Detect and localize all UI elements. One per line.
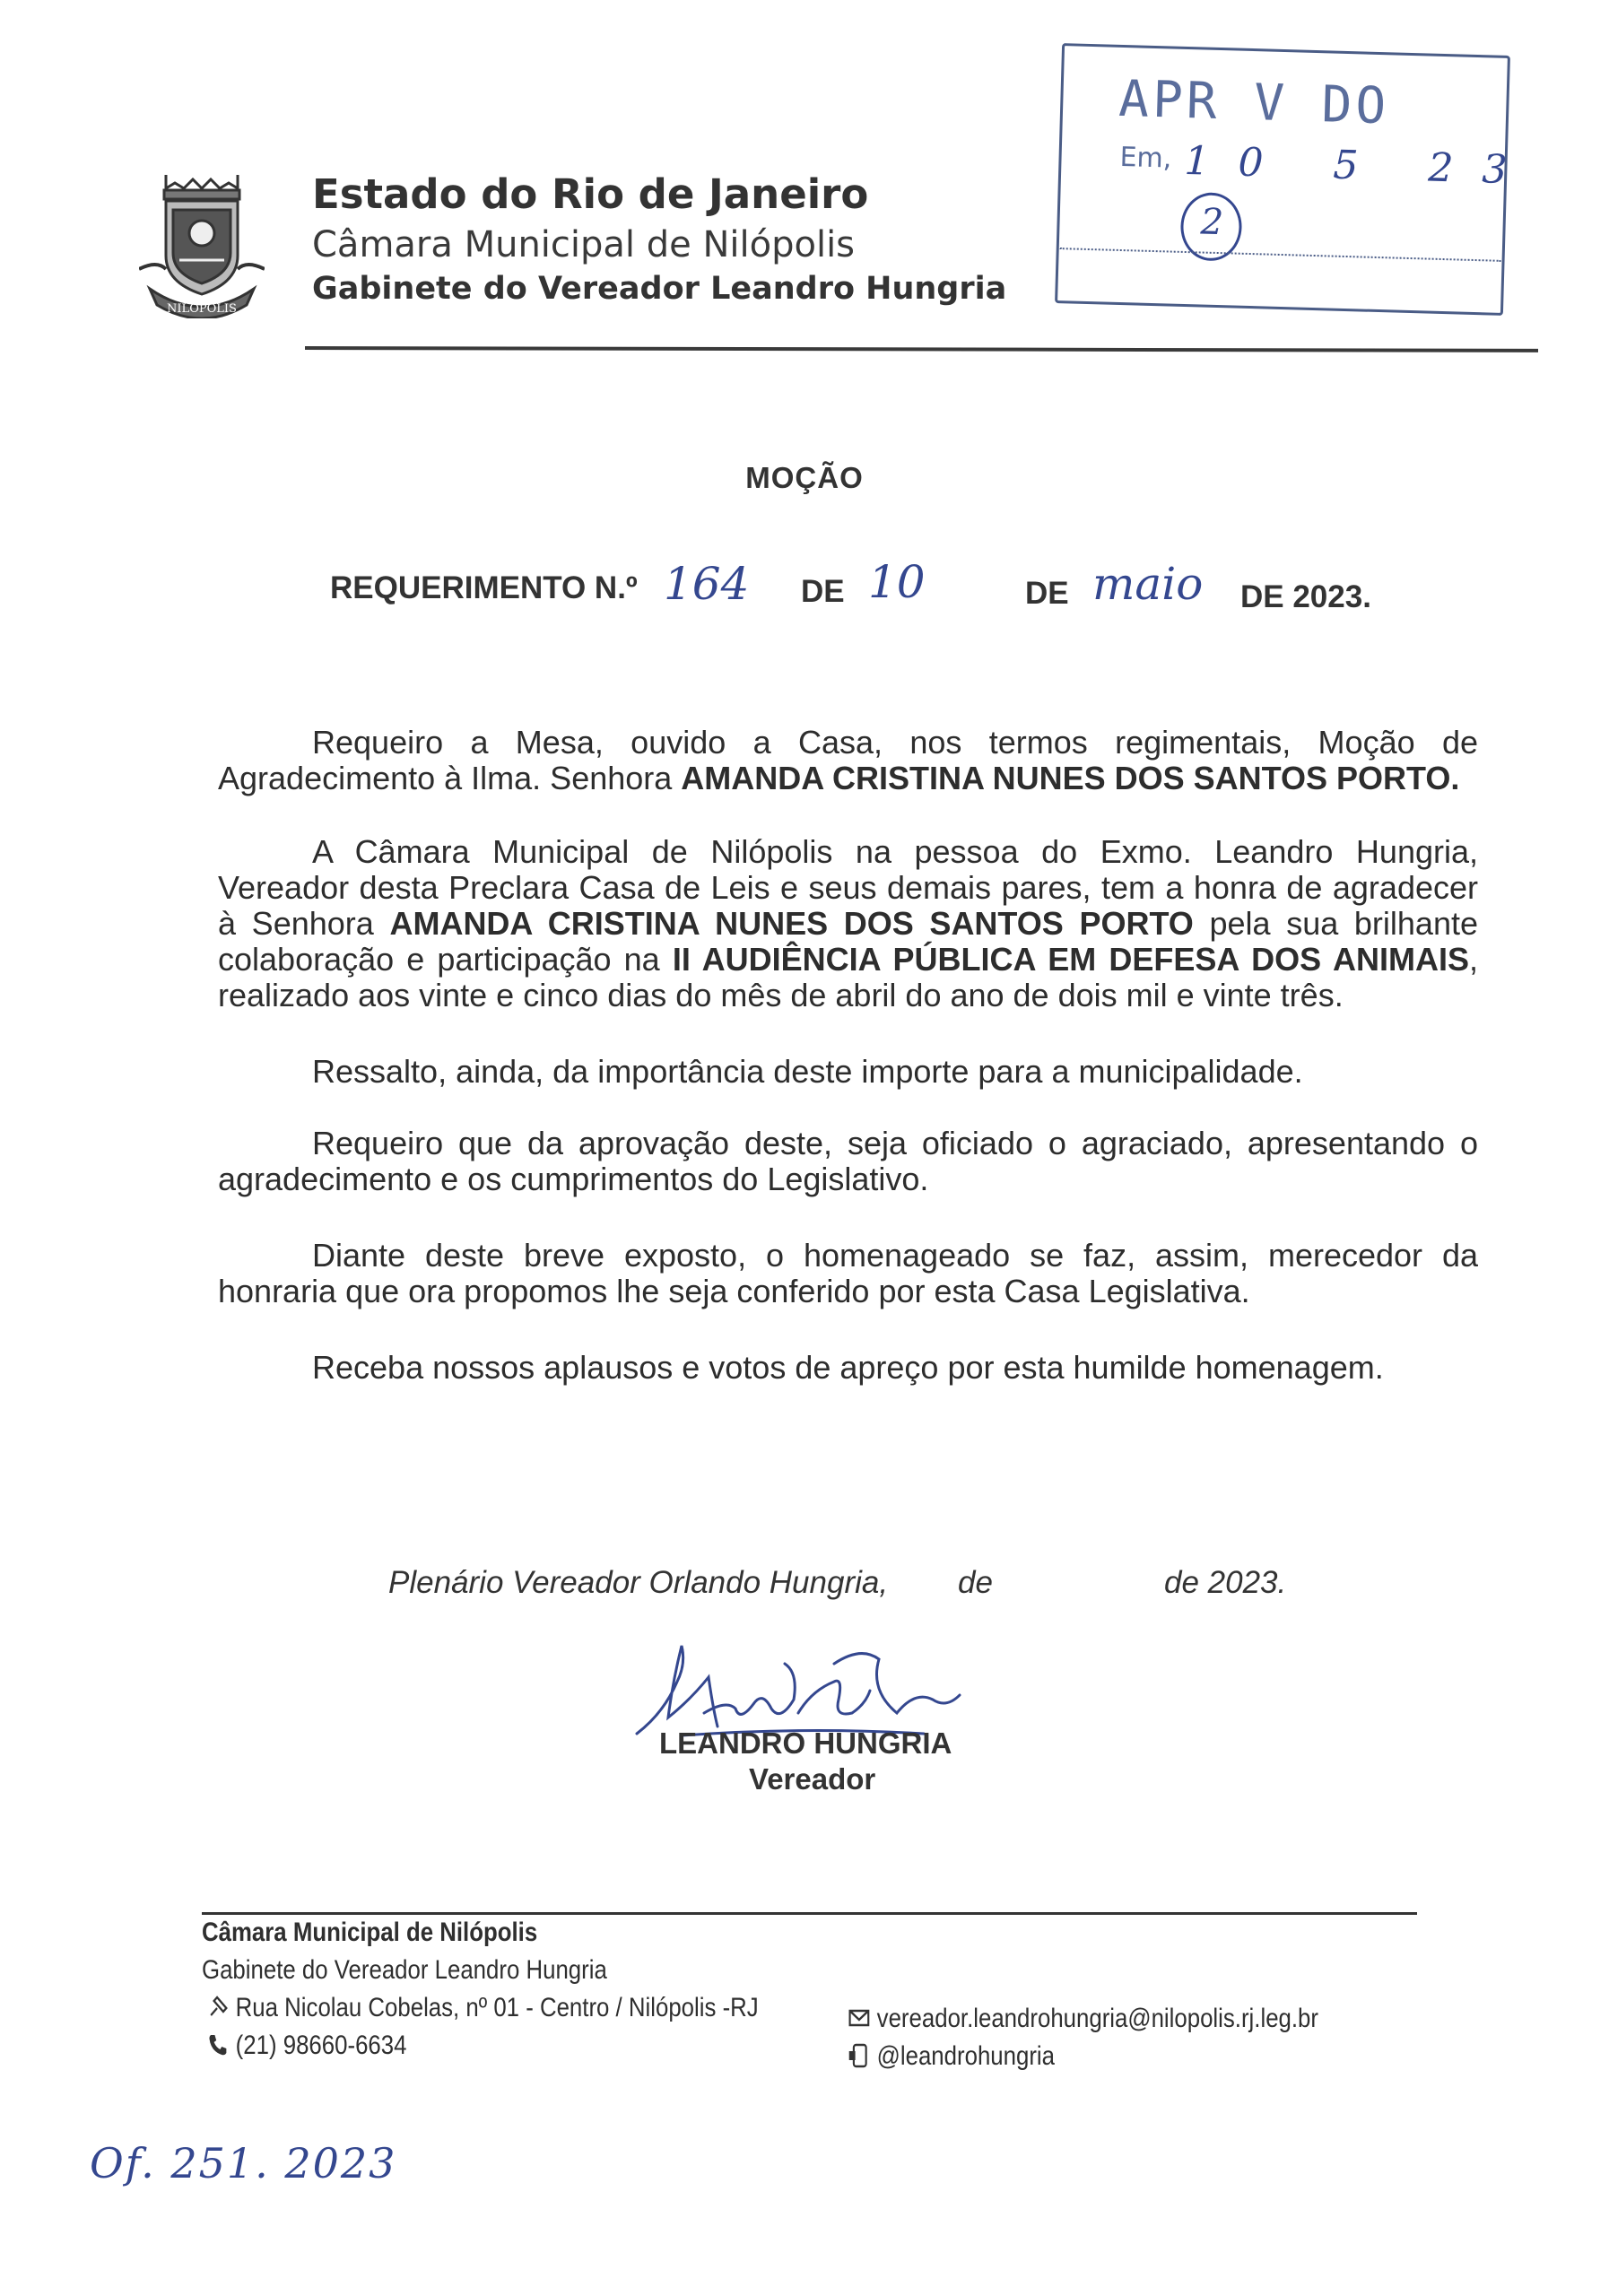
footer-office: Gabinete do Vereador Leandro Hungria [202,1955,607,1985]
map-pin-icon [206,1994,230,2021]
request-line [0,556,1609,619]
paragraph-6 [218,1350,1478,1386]
p1-text: Requeiro a Mesa, ouvido a Casa, nos termos regimentais, Moção de Agradecimento à Ilma. Senhora [218,724,1478,796]
signer-role: Vereador [749,1762,876,1796]
header-office: Gabinete do Vereador Leandro Hungria [312,271,1007,307]
paragraph-2 [218,834,1478,1013]
p2-event: II AUDIÊNCIA PÚBLICA EM DEFESA DOS ANIMAIS [672,941,1469,978]
signer-name: LEANDRO HUNGRIA [659,1726,952,1760]
email-icon [848,2005,871,2031]
p5-text: Diante deste breve exposto, o homenageado se faz, assim, merecedor da honraria que ora propomos lhe seja conferido por esta Casa Legislativa. [218,1237,1478,1309]
request-year: DE 2023. [1240,579,1371,614]
phone-icon [206,2031,230,2058]
footer-phone: (21) 98660-6634 [235,2031,407,2060]
header-state: Estado do Rio de Janeiro [312,170,869,218]
footer-phone-row [206,2031,406,2061]
request-number: 164 [664,558,750,610]
p4-text: Requeiro que da aprovação deste, seja oficiado o agraciado, apresentando o agradecimento e os cumprimentos do Legislativo. [218,1125,1478,1197]
request-de-2: DE [1025,576,1069,611]
paragraph-1 [218,725,1478,796]
approval-stamp [1055,43,1537,316]
footer-address: Rua Nicolau Cobelas, nº 01 - Centro / Nilópolis -RJ [235,1993,759,2022]
request-label: REQUERIMENTO N.º [330,570,638,605]
paragraph-3 [218,1054,1478,1090]
footer-divider [202,1912,1417,1915]
svg-text:NILÓPOLIS: NILÓPOLIS [167,302,237,316]
closing-line [388,1565,1303,1610]
document-title: MOÇÃO [745,461,864,494]
closing-de: de [958,1565,993,1600]
municipal-crest-logo [139,170,265,318]
footer-address-row [206,1993,759,2023]
p2-text-b: pela sua brilhante colaboração e participação na [218,905,1478,978]
stamp-handwritten-date: 10 5 23 [1183,137,1537,194]
social-media-icon [848,2042,871,2069]
p1-honoree: AMANDA CRISTINA NUNES DOS SANTOS PORTO. [681,760,1460,796]
paragraph-4 [218,1126,1478,1197]
stamp-title: APR V DO [1118,69,1390,136]
closing-year: de 2023. [1164,1565,1287,1600]
footer-email: vereador.leandrohungria@nilopolis.rj.leg.br [876,2004,1319,2033]
p2-text-a: A Câmara Municipal de Nilópolis na pessoa do Exmo. Leandro Hungria, Vereador desta Preclara Casa de Leis e seus demais pares, tem a honra de agradecer à Senhora [218,833,1478,942]
paragraph-5 [218,1238,1478,1309]
stamp-handwritten-number: 2 [1199,201,1224,244]
request-month: maio [1092,558,1204,610]
header-divider [305,346,1538,352]
stamp-em-label: Em, [1119,141,1172,175]
header-chamber: Câmara Municipal de Nilópolis [312,224,856,265]
request-de-1: DE [801,574,845,609]
request-day: 10 [868,556,926,608]
footer-email-row [848,2004,1318,2034]
footer-social: @leandrohungria [876,2041,1056,2071]
handwritten-office-reference: Of. 251. 2023 [90,2139,397,2187]
p2-honoree: AMANDA CRISTINA NUNES DOS SANTOS PORTO [389,905,1194,942]
closing-place: Plenário Vereador Orlando Hungria, [388,1565,889,1600]
p2-text-c: , realizado aos vinte e cinco dias do mês de abril do ano de dois mil e vinte três. [218,941,1478,1013]
p6-text: Receba nossos aplausos e votos de apreço por esta humilde homenagem. [312,1349,1384,1386]
p3-text: Ressalto, ainda, da importância deste importe para a municipalidade. [312,1053,1303,1090]
footer-social-row [848,2041,1055,2072]
footer-chamber: Câmara Municipal de Nilópolis [202,1918,538,1947]
